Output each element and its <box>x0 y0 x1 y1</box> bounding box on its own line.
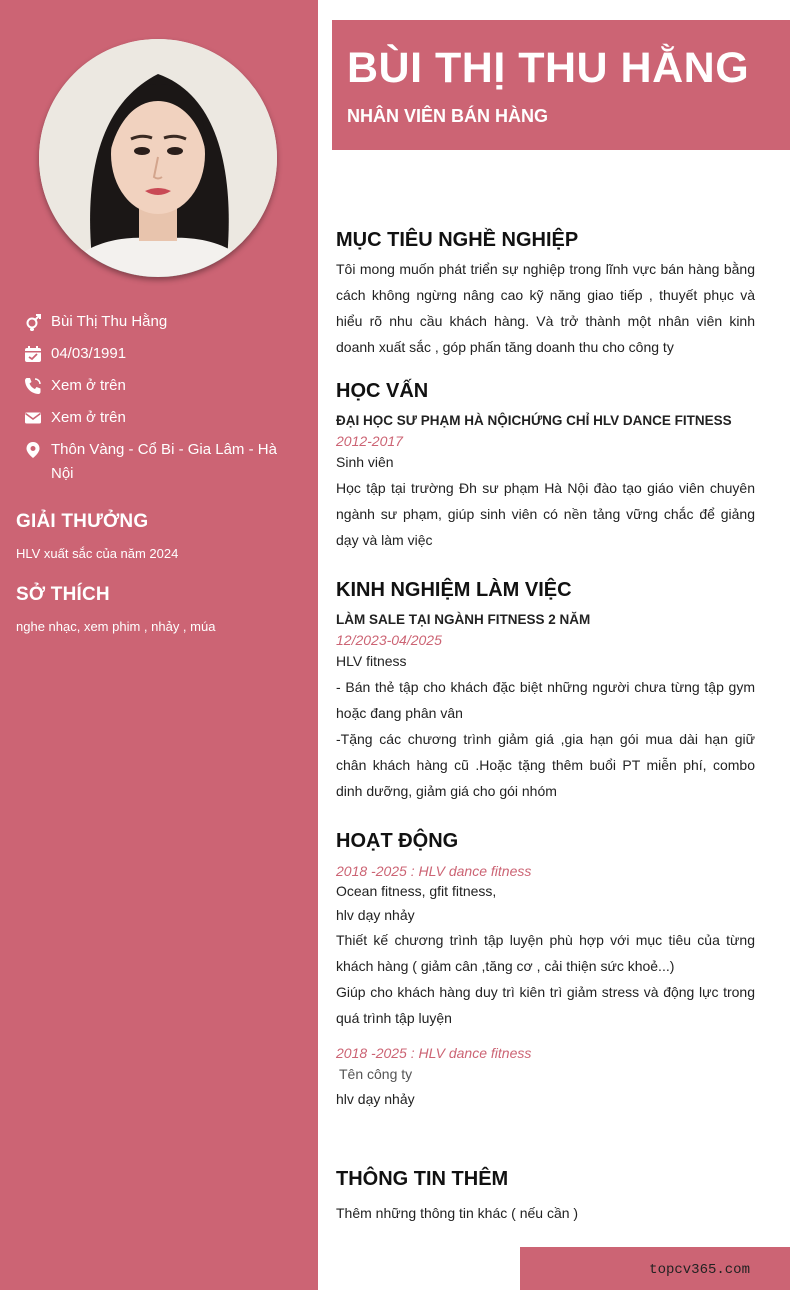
experience-line-1: - Bán thẻ tập cho khách đặc biệt những người chưa từng tập gym hoặc đang phân vân <box>336 679 755 721</box>
more-info-title: THÔNG TIN THÊM <box>336 1168 509 1190</box>
awards-title: GIẢI THƯỞNG <box>16 511 149 532</box>
activity-2-role: hlv dạy nhảy <box>336 1091 415 1107</box>
contact-phone-row <box>24 374 294 398</box>
activities-section <box>336 830 755 1111</box>
calendar-icon <box>24 342 42 366</box>
activity-1-desc-1: Thiết kế chương trình tập luyện phù hợp với mục tiêu của từng khách hàng ( giảm cân ,tăng cơ , cải thiện sức khoẻ...) <box>336 932 755 974</box>
hobbies-text: nghe nhạc, xem phim , nhảy , múa <box>16 619 216 634</box>
activity-1-date: 2018 -2025 : HLV dance fitness <box>336 863 532 879</box>
contact-birthday: 04/03/1991 <box>51 345 127 362</box>
activity-1-desc-2: Giúp cho khách hàng duy trì kiên trì giảm stress và động lực trong quá trình tập luyện <box>336 984 755 1026</box>
candidate-role: NHÂN VIÊN BÁN HÀNG <box>347 106 549 126</box>
contact-birthday-row <box>24 342 294 366</box>
activity-1-role: hlv dạy nhảy <box>336 907 415 923</box>
contact-email: Xem ở trên <box>51 409 126 426</box>
more-info-text: Thêm những thông tin khác ( nếu cần ) <box>336 1205 579 1221</box>
footer-banner <box>520 1247 790 1290</box>
gender-icon <box>24 310 42 334</box>
education-desc: Học tập tại trường Đh sư phạm Hà Nội đào tạo giáo viên chuyên ngành sư phạm, giúp sinh viên có nền tảng vững chắc để giảng dạy và làm việc <box>336 480 755 548</box>
experience-section <box>336 579 755 804</box>
more-info-section <box>336 1168 755 1221</box>
education-title: HỌC VẤN <box>336 380 429 402</box>
hobbies-title: SỞ THÍCH <box>16 584 110 605</box>
awards-text: HLV xuất sắc của năm 2024 <box>16 546 179 561</box>
activities-title: HOẠT ĐỘNG <box>336 830 459 852</box>
contact-info <box>24 310 294 494</box>
education-school: ĐẠI HỌC SƯ PHẠM HÀ NỘICHỨNG CHỈ HLV DANCE FITNESS <box>336 413 732 428</box>
contact-phone: Xem ở trên <box>51 377 126 394</box>
activity-1-org: Ocean fitness, gfit fitness, <box>336 883 497 899</box>
objective-title: MỤC TIÊU NGHỀ NGHIỆP <box>336 229 579 251</box>
location-pin-icon <box>24 438 42 462</box>
candidate-name: BÙI THỊ THU HẰNG <box>347 44 750 92</box>
education-date: 2012-2017 <box>336 433 403 449</box>
education-degree: Sinh viên <box>336 454 394 470</box>
sidebar <box>0 0 318 1290</box>
contact-address-row <box>24 438 294 486</box>
contact-full-name: Bùi Thị Thu Hằng <box>51 313 168 330</box>
activity-2-org: Tên công ty <box>339 1066 413 1082</box>
avatar-photo <box>39 39 277 277</box>
avatar <box>39 39 277 277</box>
experience-line-2: -Tặng các chương trình giảm giá ,gia hạn gói mua dài hạn giữ chân khách hàng cũ .Hoặc tặng thêm buổi PT miễn phí, combo dinh dưỡng, giảm giá cho gói nhóm <box>336 731 755 799</box>
header-banner <box>332 20 790 150</box>
experience-title: KINH NGHIỆM LÀM VIỆC <box>336 579 572 601</box>
email-icon <box>24 406 42 430</box>
education-section <box>336 380 755 553</box>
footer-brand: topcv365.com <box>649 1262 750 1278</box>
phone-icon <box>24 374 42 398</box>
contact-email-row <box>24 406 294 430</box>
activity-2-date: 2018 -2025 : HLV dance fitness <box>336 1045 532 1061</box>
experience-company: HLV fitness <box>336 653 407 669</box>
contact-address: Thôn Vàng - Cổ Bi - Gia Lâm - Hà Nội <box>51 441 277 482</box>
contact-name-row <box>24 310 294 334</box>
objective-section <box>336 229 755 360</box>
objective-text: Tôi mong muốn phát triển sự nghiệp trong lĩnh vực bán hàng bằng cách không ngừng nâng cao kỹ năng giao tiếp , thuyết phục và hiểu rõ nhu cầu khách hàng. Và trở thành một nhân viên kinh doanh xuất sắc , góp phấn tăng doanh thu cho công ty <box>336 261 755 355</box>
experience-job: LÀM SALE TẠI NGÀNH FITNESS 2 NĂM <box>336 612 591 627</box>
experience-date: 12/2023-04/2025 <box>336 632 442 648</box>
